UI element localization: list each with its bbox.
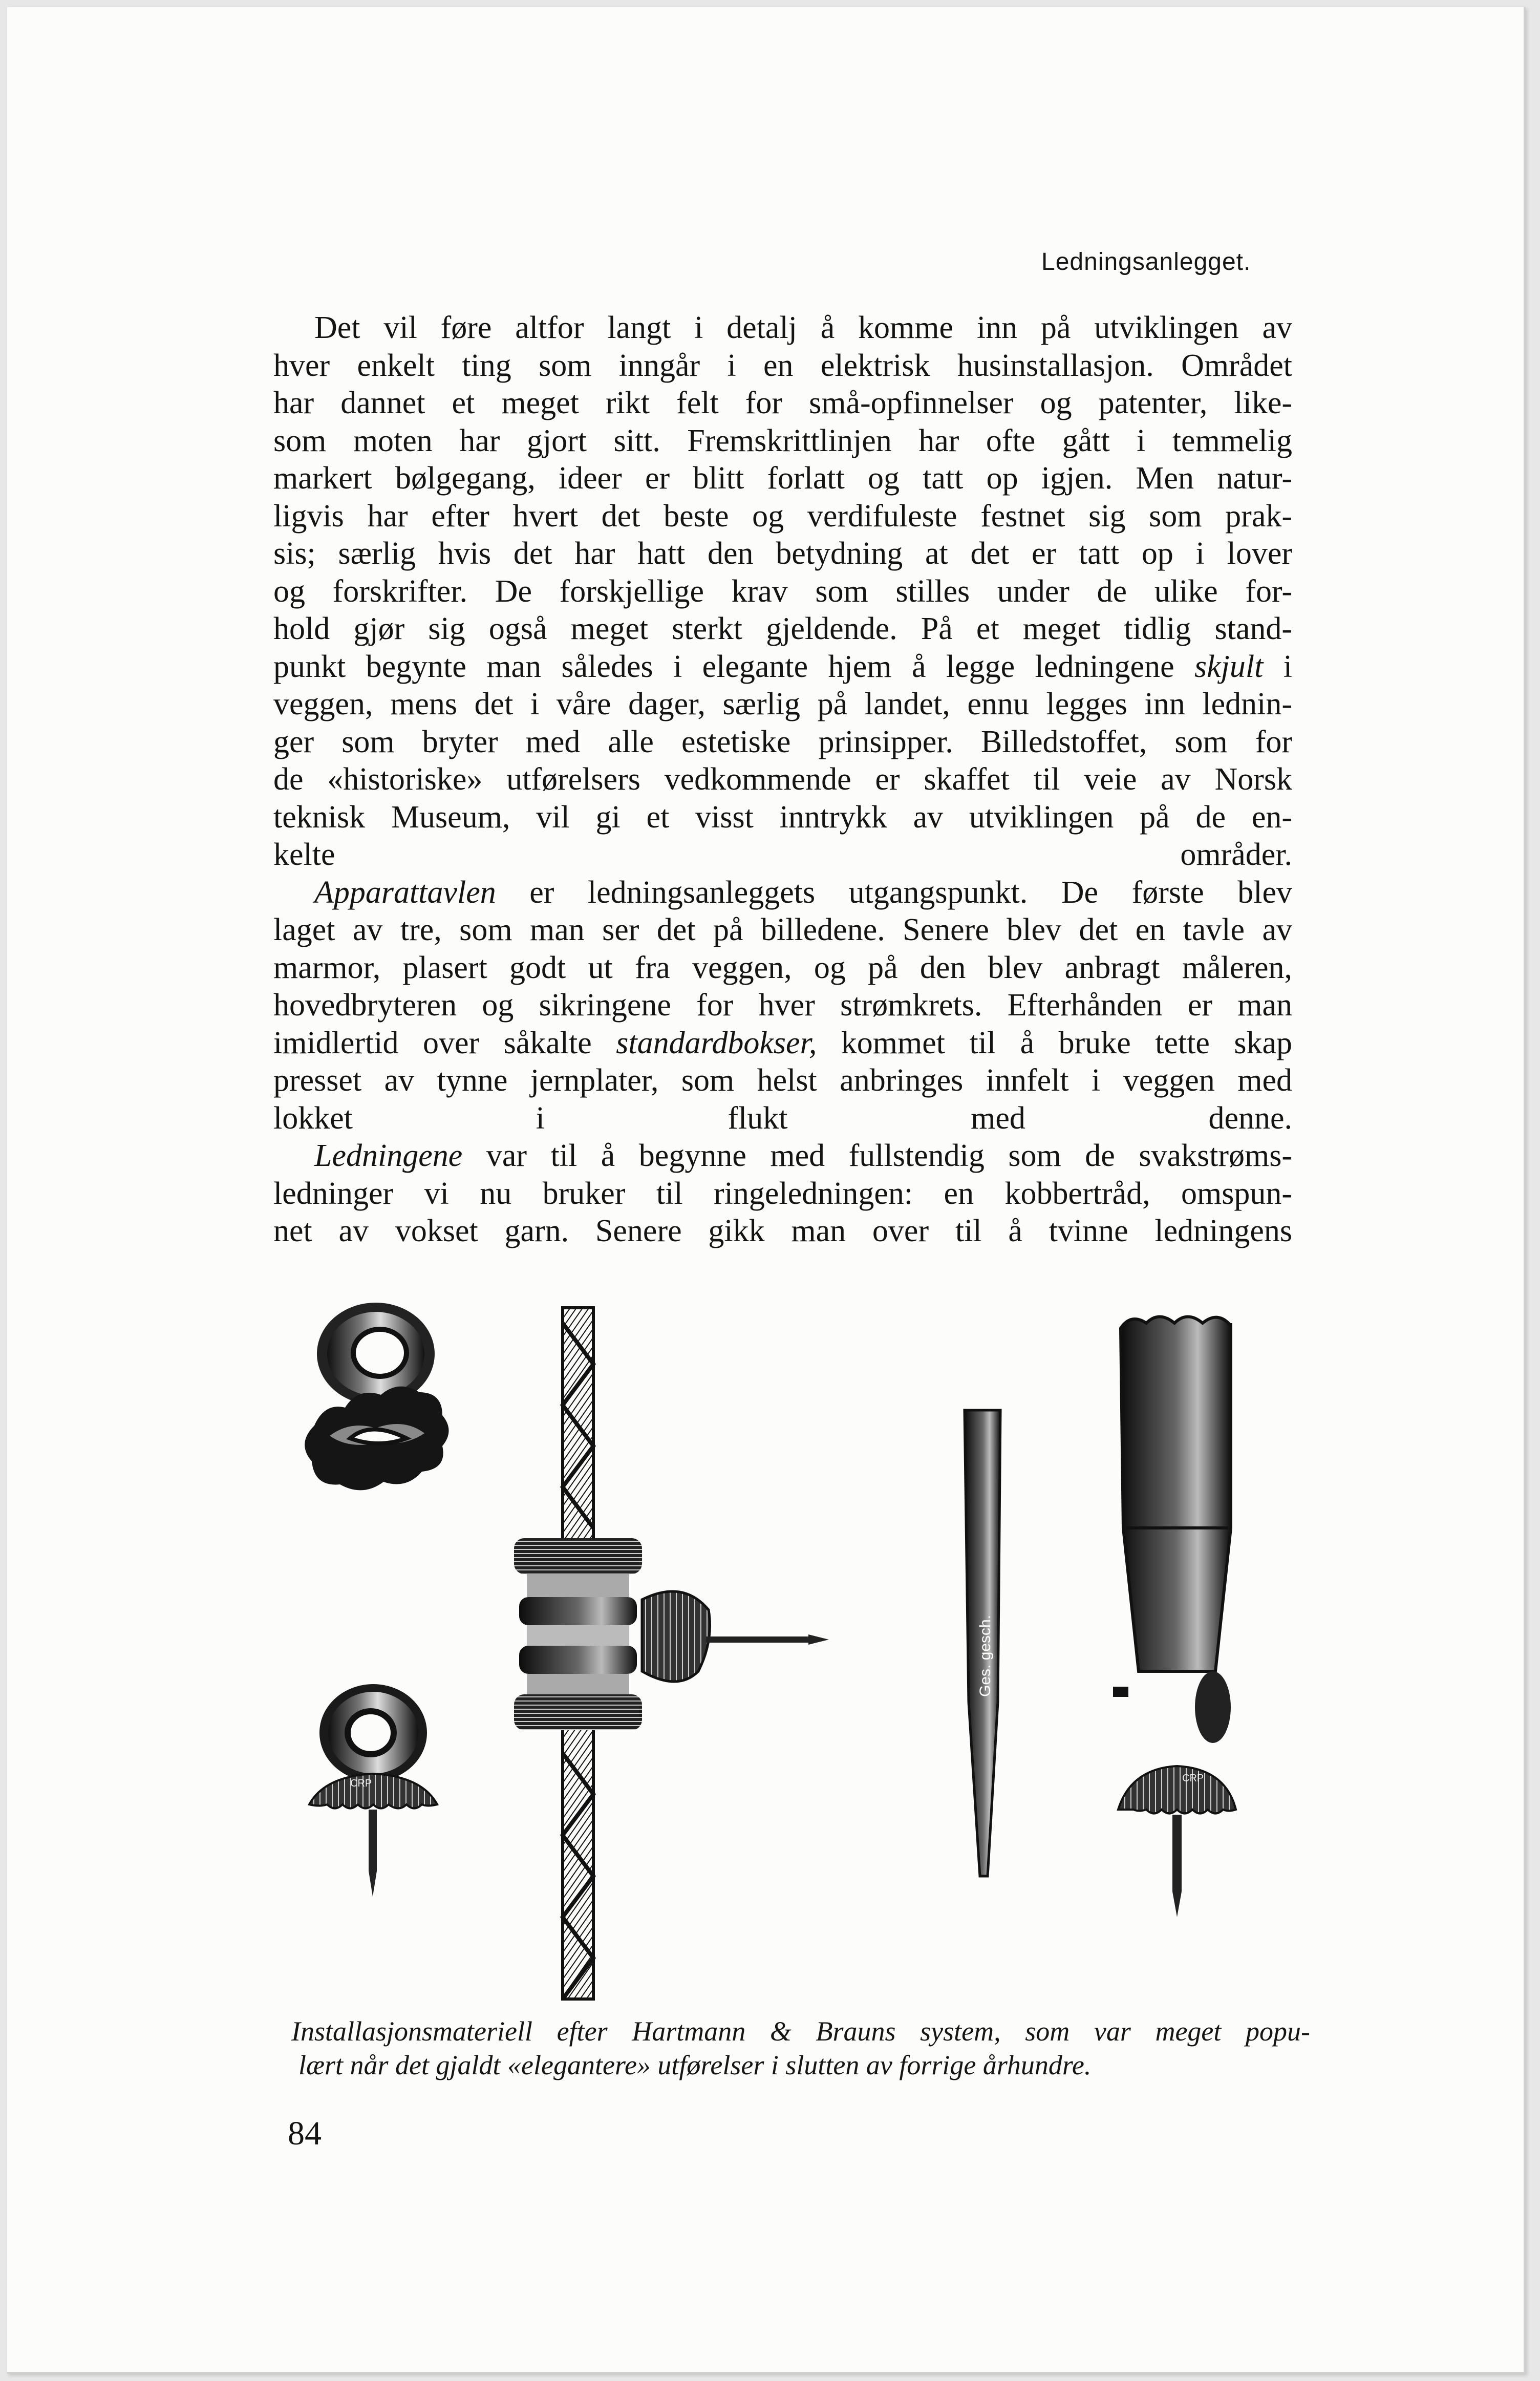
text-line: laget av tre, som man ser det på billedene. Senere blev det en tavle av xyxy=(273,912,1292,947)
maker-mark: CRP xyxy=(350,1778,372,1789)
text-line: hovedbryteren og sikringene for hver strømkrets. Efterhånden er man xyxy=(273,988,1292,1023)
paragraph-1-cont xyxy=(273,347,1292,874)
caption-line: lært når det gjaldt «elegantere» utførelser i slutten av forrige århundre. xyxy=(298,2050,1092,2080)
figure-caption xyxy=(291,2014,1310,2082)
text-line: som moten har gjort sitt. Fremskrittlinjen har ofte gått i temmelig xyxy=(273,423,1292,458)
ring-insulator-pin xyxy=(309,1684,437,1897)
text-line: ledninger vi nu bruker til ringeledningen: en kobbertråd, omspun- xyxy=(273,1176,1292,1211)
book-page xyxy=(7,7,1526,2374)
text-line: har dannet et meget rikt felt for små-opfinnelser og patenter, like- xyxy=(273,386,1292,420)
text-run: i xyxy=(1283,649,1293,684)
twisted-cable-with-spools xyxy=(514,1308,829,1999)
text-run: imidlertid over såkalte xyxy=(273,1025,592,1060)
text-line: Det vil føre altfor langt i detalj å komme inn på utviklingen av xyxy=(314,310,1292,345)
running-head: Ledningsanlegget. xyxy=(1041,248,1251,275)
italic-term: Ledningene xyxy=(314,1138,463,1173)
text-line-mixed xyxy=(273,648,1292,686)
caption-line: Installasjonsmateriell efter Hartmann & Brauns system, som var meget popu- xyxy=(291,2016,1310,2047)
ring-insulator-top xyxy=(305,1303,448,1490)
paragraph-2 xyxy=(273,874,1292,1138)
tapered-tube xyxy=(965,1410,1000,1876)
text-line: lokket i flukt med denne. xyxy=(273,1100,1292,1136)
tube-stamp: Ges. gesch. xyxy=(977,1614,994,1697)
paragraph-1 xyxy=(273,309,1292,347)
text-line: de «historiske» utførelsers vedkommende er skaffet til veie av Norsk xyxy=(273,762,1292,797)
text-line: hver enkelt ting som inngår i en elektrisk husinstallasjon. Området xyxy=(273,348,1292,383)
text-line: marmor, plasert godt ut fra veggen, og på den blev anbragt måleren, xyxy=(273,950,1292,985)
text-run: punkt begynte man således i elegante hjem å legge ledningene xyxy=(273,649,1174,684)
text-line: kelte områder. xyxy=(273,837,1292,872)
text-line: og forskrifter. De forskjellige krav som stilles under de ulike for- xyxy=(273,573,1292,609)
text-run: kommet til å bruke tette skap xyxy=(841,1025,1293,1060)
text-line-mixed xyxy=(273,1137,1292,1175)
engraving-svg xyxy=(294,1282,1292,2019)
text-line: presset av tynne jernplater, som helst anbringes innfelt i veggen med xyxy=(273,1063,1292,1098)
text-line: sis; særlig hvis det har hatt den betydning at det er tatt op i lover xyxy=(273,536,1292,571)
text-line-mixed xyxy=(273,874,1292,912)
installation-materials-illustration xyxy=(294,1282,1292,2019)
text-line: teknisk Museum, vil gi et visst inntrykk av utviklingen på de en- xyxy=(273,799,1292,835)
maker-mark: CRP xyxy=(1182,1773,1204,1784)
text-run: er ledningsanleggets utgangspunkt. De første blev xyxy=(529,875,1292,910)
body-text xyxy=(273,309,1292,1250)
italic-term: skjult xyxy=(1194,649,1264,684)
text-line: ligvis har efter hvert det beste og verdifuleste festnet sig som prak- xyxy=(273,498,1292,534)
text-line-mixed xyxy=(273,1025,1292,1062)
italic-term: standardbokser, xyxy=(616,1025,817,1060)
text-run: var til å begynne med fullstendig som de svakstrøms- xyxy=(486,1138,1293,1173)
cable-sleeve-on-pin xyxy=(1113,1317,1236,1918)
text-line: veggen, mens det i våre dager, særlig på landet, ennu legges inn lednin- xyxy=(273,687,1292,721)
text-line: ger som bryter med alle estetiske prinsipper. Billedstoffet, som for xyxy=(273,724,1292,759)
text-line: hold gjør sig også meget sterkt gjeldende. På et meget tidlig stand- xyxy=(273,611,1292,646)
text-line: net av vokset garn. Senere gikk man over til å tvinne ledningens xyxy=(273,1214,1292,1248)
text-line: markert bølgegang, ideer er blitt forlatt og tatt op igjen. Men natur- xyxy=(273,461,1292,496)
paragraph-3 xyxy=(273,1137,1292,1250)
italic-term: Apparattavlen xyxy=(314,875,496,910)
page-number: 84 xyxy=(288,2115,322,2152)
